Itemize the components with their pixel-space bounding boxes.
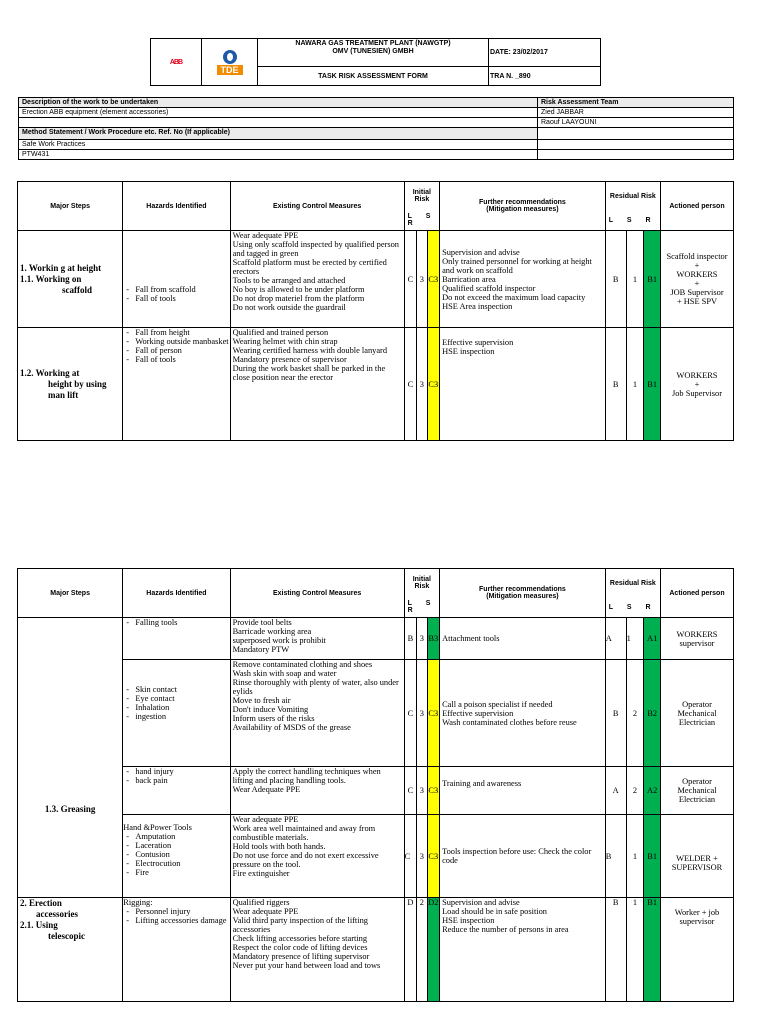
lsr-label: L S R xyxy=(605,211,660,231)
table-row xyxy=(18,898,734,1002)
residual-l: B xyxy=(605,660,626,767)
hazards-cell xyxy=(123,328,230,441)
actioned-cell: Operator Mechanical Electrician xyxy=(660,660,733,767)
lsr-label: L S R xyxy=(605,598,660,618)
residual-r: B1 xyxy=(644,328,661,441)
further-cell: Tools inspection before use: Check the color code xyxy=(440,815,606,898)
lsr-label: L S R xyxy=(404,211,439,231)
residual-l: B xyxy=(605,898,626,1002)
initial-l: C xyxy=(404,767,417,815)
hazards-cell: Hand &Power Tools - Amputation - Laceration - Contusion - Electrocution - Fire xyxy=(123,815,230,898)
residual-s: 2 xyxy=(626,660,644,767)
list-item: - Working outside manbasket xyxy=(126,337,229,346)
col-controls: Existing Control Measures xyxy=(230,569,404,618)
form-header xyxy=(150,38,601,86)
list-item: - Fall from height xyxy=(126,328,190,337)
initial-s: 3 xyxy=(417,328,427,441)
residual-r: B1 xyxy=(644,815,661,898)
list-item: - Falling tools xyxy=(126,618,178,627)
major-step xyxy=(18,660,123,767)
residual-l: B xyxy=(605,231,626,328)
initial-r: B3 xyxy=(427,618,440,660)
list-item: - Electrocution xyxy=(126,859,181,868)
list-item: - Fire xyxy=(126,868,149,877)
actioned-cell: Scaffold inspector + WORKERS + JOB Supervisor + HSE SPV xyxy=(660,231,733,328)
table-row xyxy=(18,767,734,815)
list-item: - Fall of tools xyxy=(126,294,176,303)
residual-r: B2 xyxy=(644,660,661,767)
hazards-cell xyxy=(123,618,230,660)
major-step: 1. Workin g at height 1.1. Working on scaffold xyxy=(18,231,123,328)
residual-s: 1 xyxy=(626,618,644,660)
further-cell: Effective supervision HSE inspection xyxy=(440,328,606,441)
actioned-cell: WORKERS supervisor xyxy=(660,618,733,660)
residual-s: 1 xyxy=(626,898,644,1002)
col-further: Further recommendations (Mitigation measures) xyxy=(440,182,606,231)
form-title: TASK RISK ASSESSMENT FORM xyxy=(258,67,489,86)
work-description-label: Description of the work to be undertaken xyxy=(19,98,538,108)
actioned-cell: Worker + job supervisor xyxy=(660,898,733,1002)
table-row xyxy=(18,660,734,767)
initial-s: 3 xyxy=(417,815,427,898)
lsr-label: L S R xyxy=(404,598,439,618)
initial-l: D xyxy=(404,898,417,1002)
initial-l: B xyxy=(404,618,417,660)
col-actioned: Actioned person xyxy=(660,182,733,231)
further-cell: Training and awareness xyxy=(440,767,606,815)
initial-l: C xyxy=(404,328,417,441)
controls-cell: Wear adequate PPE Work area well maintained and away from combustible materials. Hold tools with both hands. Do not use force and do not exert excessive pressure on the tool. Fire extinguisher xyxy=(230,815,404,898)
list-item: - Contusion xyxy=(126,850,170,859)
col-residual-risk: Residual Risk xyxy=(605,182,660,211)
initial-r: C3 xyxy=(427,660,440,767)
method-value: PTW431 xyxy=(19,150,538,160)
controls-cell: Apply the correct handling techniques when lifting and placing handling tools. Wear Adequate PPE xyxy=(230,767,404,815)
initial-l: C xyxy=(404,660,417,767)
col-hazards: Hazards Identified xyxy=(123,569,230,618)
residual-l: B xyxy=(605,815,626,898)
col-initial-risk: Initial Risk xyxy=(404,569,439,598)
initial-s: 3 xyxy=(417,660,427,767)
form-date: DATE: 23/02/2017 xyxy=(489,39,601,67)
col-major-steps: Major Steps xyxy=(18,569,123,618)
actioned-cell: Operator Mechanical Electrician xyxy=(660,767,733,815)
residual-r: B1 xyxy=(644,231,661,328)
list-item: - Inhalation xyxy=(126,703,170,712)
initial-s: 3 xyxy=(417,767,427,815)
residual-l: A xyxy=(605,767,626,815)
work-description-value: Erection ABB equipment (element accessories) xyxy=(19,108,538,118)
initial-r: C3 xyxy=(427,328,440,441)
actioned-cell: WELDER + SUPERVISOR xyxy=(660,815,733,898)
team-member: Raouf LAAYOUNI xyxy=(538,118,734,128)
initial-l: C xyxy=(404,815,417,898)
list-item: - Personnel injury xyxy=(126,907,191,916)
residual-s: 1 xyxy=(626,815,644,898)
initial-r: C3 xyxy=(427,767,440,815)
description-block xyxy=(18,97,734,160)
list-item: - Fall of tools xyxy=(126,355,176,364)
residual-l: B xyxy=(605,328,626,441)
actioned-cell: WORKERS + Job Supervisor xyxy=(660,328,733,441)
initial-r: C3 xyxy=(427,231,440,328)
further-cell: Call a poison specialist if needed Effective supervision Wash contaminated clothes before reuse xyxy=(440,660,606,767)
tde-logo-icon xyxy=(223,50,237,64)
list-item: - Fall from scaffold xyxy=(126,285,196,294)
tra-number: TRA N. _890 xyxy=(489,67,601,86)
residual-s: 1 xyxy=(626,231,644,328)
list-item: - Amputation xyxy=(126,832,176,841)
further-cell: Attachment tools xyxy=(440,618,606,660)
col-hazards: Hazards Identified xyxy=(123,182,230,231)
list-item: - Laceration xyxy=(126,841,172,850)
initial-l: C xyxy=(404,231,417,328)
list-item: - Fall of person xyxy=(126,346,182,355)
controls-cell: Remove contaminated clothing and shoes Wash skin with soap and water Rinse thoroughly with plenty of water, also under eylids Move to fresh air Don't induce Vomiting Inform users of the risks Availability of MSDS of the grease xyxy=(230,660,404,767)
list-item: - hand injury xyxy=(126,767,174,776)
risk-table-2 xyxy=(17,568,734,1002)
hazards-cell: Rigging: - Personnel injury - Lifting accessories damage xyxy=(123,898,230,1002)
table-row xyxy=(18,231,734,328)
residual-s: 1 xyxy=(626,328,644,441)
col-controls: Existing Control Measures xyxy=(230,182,404,231)
controls-cell: Provide tool belts Barricade working area superposed work is prohibit Mandatory PTW xyxy=(230,618,404,660)
residual-l: A xyxy=(605,618,626,660)
col-residual-risk: Residual Risk xyxy=(605,569,660,598)
further-cell: Supervision and advise Only trained personnel for working at height and work on scaffold Barrication area Qualified scaffold inspector Do not exceed the maximum load capacity HSE Area inspection xyxy=(440,231,606,328)
list-item: - Eye contact xyxy=(126,694,175,703)
col-initial-risk: Initial Risk xyxy=(404,182,439,211)
table-row xyxy=(18,328,734,441)
residual-r: A1 xyxy=(644,618,661,660)
initial-s: 3 xyxy=(417,231,427,328)
major-step: 2. Erection accessories 2.1. Using telescopic xyxy=(18,898,123,1002)
controls-cell: Qualified riggers Wear adequate PPE Valid third party inspection of the lifting accessories Check lifting accessories before starting Respect the color code of lifting devices Mandatory presence of lifting supervisor Never put your hand between load and tows xyxy=(230,898,404,1002)
controls-cell: Wear adequate PPE Using only scaffold inspected by qualified person and tagged in green Scaffold platform must be erected by certified erectors Tools to be arranged and attached No boy is allowed to be under platform Do not drop materiel from the platform Do not work outside the guardrail xyxy=(230,231,404,328)
team-member: Zied JABBAR xyxy=(538,108,734,118)
hazards-cell xyxy=(123,231,230,328)
list-item: - back pain xyxy=(126,776,168,785)
list-item: - Lifting accessories damage xyxy=(126,916,227,925)
further-cell: Supervision and advise Load should be in safe position HSE inspection Reduce the number of persons in area xyxy=(440,898,606,1002)
list-item: - ingestion xyxy=(126,712,167,721)
tde-logo: TDE xyxy=(202,39,258,86)
hazards-cell xyxy=(123,767,230,815)
list-item: - Skin contact xyxy=(126,685,177,694)
hazards-cell xyxy=(123,660,230,767)
residual-r: A2 xyxy=(644,767,661,815)
initial-s: 3 xyxy=(417,618,427,660)
controls-cell: Qualified and trained person Wearing helmet with chin strap Wearing certified harness with double lanyard Mandatory presence of supervisor During the work basket shall be parked in the close position near the erector xyxy=(230,328,404,441)
residual-r: B1 xyxy=(644,898,661,1002)
method-label: Method Statement / Work Procedure etc. Ref. No (If applicable) xyxy=(19,128,538,140)
initial-r: D2 xyxy=(427,898,440,1002)
col-major-steps: Major Steps xyxy=(18,182,123,231)
major-step: 1.3. Greasing xyxy=(18,815,123,898)
major-step: 1.2. Working at height by using man lift xyxy=(18,328,123,441)
team-label: Risk Assessment Team xyxy=(538,98,734,108)
col-actioned: Actioned person xyxy=(660,569,733,618)
method-value: Safe Work Practices xyxy=(19,140,538,150)
abb-logo: ABB xyxy=(151,39,202,86)
major-step xyxy=(18,618,123,660)
table-row xyxy=(18,815,734,898)
initial-r: C3 xyxy=(427,815,440,898)
risk-table-1 xyxy=(17,181,734,441)
initial-s: 2 xyxy=(417,898,427,1002)
table-row xyxy=(18,618,734,660)
residual-s: 2 xyxy=(626,767,644,815)
plant-title: NAWARA GAS TREATMENT PLANT (NAWGTP) OMV (TUNESIEN) GMBH xyxy=(258,39,489,67)
col-further: Further recommendations (Mitigation measures) xyxy=(440,569,606,618)
